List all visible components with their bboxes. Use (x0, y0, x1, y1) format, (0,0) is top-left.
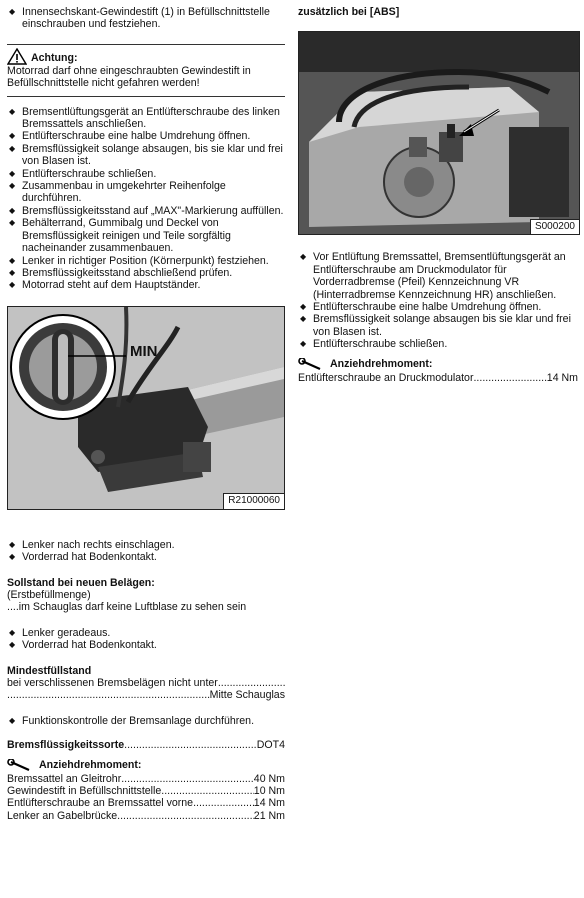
min-label: MIN (130, 342, 158, 360)
list-item: ◆ Bremsentlüftungsgerät an Entlüfterschraube des linken Bremssattels anschließen. (9, 105, 280, 131)
torque-section (7, 759, 285, 823)
bullet-diamond-icon: ◆ (9, 280, 16, 290)
list-item: ◆ Vorderrad hat Bodenkontakt. (9, 639, 157, 652)
bullet-diamond-icon: ◆ (300, 252, 307, 262)
right-torque-section (298, 358, 578, 384)
warning-triangle-icon (7, 48, 27, 65)
torque-heading: Anziehdrehmoment: (298, 358, 578, 372)
torque-row: Entlüfterschraube an Bremssattel vorne ..... 14 Nm (7, 797, 285, 809)
min-fill-title: Mindestfüllstand (7, 664, 92, 677)
right-column (298, 0, 578, 384)
bullet-diamond-icon: ◆ (9, 640, 16, 650)
bullet-diamond-icon: ◆ (9, 143, 16, 153)
abs-modulator-illustration (299, 32, 579, 234)
bullet-diamond-icon: ◆ (9, 627, 16, 637)
bullet-diamond-icon: ◆ (9, 218, 16, 228)
torque-rows (7, 773, 285, 823)
new-pads-section (7, 577, 285, 614)
list-item: ◆ Entlüfterschraube schließen. (300, 338, 448, 351)
list-item: ◆ Bremsflüssigkeitsstand abschließend prüfen. (9, 266, 233, 279)
bullet-diamond-icon: ◆ (9, 168, 16, 178)
min-fill-section (7, 665, 285, 702)
list-item: ◆ Lenker geradeaus. (9, 626, 111, 639)
bullet-diamond-icon: ◆ (9, 181, 16, 191)
torque-row: Gewindestift in Befüllschnittstelle ..... 10 Nm (7, 785, 285, 797)
new-pads-subtitle: (Erstbefüllmenge) (7, 588, 91, 601)
abs-title: zusätzlich bei [ABS] (298, 6, 400, 18)
new-pads-text: ....im Schauglas darf keine Luftblase zu sehen sein (7, 601, 247, 614)
list-item: ◆ Vorderrad hat Bodenkontakt. (9, 551, 157, 564)
steps3-list (7, 715, 285, 727)
bullet-diamond-icon: ◆ (9, 715, 16, 725)
list-item: ◆ Bremsflüssigkeit solange absaugen bis sie klar und frei von Blasen ist. (300, 313, 571, 338)
list-item: ◆ Zusammenbau in umgekehrter Reihenfolge durchführen. (9, 180, 226, 205)
warning-bottom-rule (7, 96, 285, 97)
brake-reservoir-illustration (8, 307, 284, 509)
list-item: ◆ Entlüfterschraube schließen. (9, 167, 157, 180)
left-column (7, 0, 285, 822)
list-item: ◆ Vor Entlüftung Bremssattel, Bremsentlüftungsgerät an Entlüfterschraube am Druckmodulator für Vorderradbremse (Pfeil) Kennzeichnung VR (Hinterradbremse Kennzeichnung HR) anschließen. (300, 251, 566, 301)
list-item: ◆ Behälterrand, Gummibalg und Deckel von Bremsflüssigkeit reinigen und Teile sorgfältig nacheinander zusammenbauen. (9, 217, 231, 255)
list-item: ◆ Funktionskontrolle der Bremsanlage durchführen. (9, 714, 255, 727)
list-item: ◆ Bremsflüssigkeit solange absaugen, bis sie klar und frei von Blasen ist. (9, 142, 283, 168)
figure-code: R21000060 (223, 493, 284, 508)
intro-list (7, 6, 285, 31)
warning-box (7, 48, 285, 90)
new-pads-title: Sollstand bei neuen Belägen: (7, 576, 155, 589)
after-figure-list (7, 539, 285, 564)
steps-list (7, 106, 285, 292)
min-fill-row: bei verschlissenen Bremsbelägen nicht unter ..... (7, 677, 285, 689)
warning-top-rule (7, 44, 285, 45)
warning-text: Motorrad darf ohne eingeschraubten Gewindestift in Befüllschnittstelle nicht gefahren werden! (7, 64, 251, 90)
steps2-list (7, 627, 285, 652)
torque-rows (298, 372, 578, 384)
bullet-diamond-icon: ◆ (9, 131, 16, 141)
right-steps-list (298, 251, 578, 350)
figure-handlebar-reservoir (7, 306, 285, 510)
list-item: ◆ Lenker in richtiger Position (Körnerpunkt) festziehen. (9, 254, 269, 267)
torque-row: Bremssattel an Gleitrohr ..... 40 Nm (7, 773, 285, 785)
torque-row: Entlüfterschraube an Druckmodulator ..... 14 Nm (298, 372, 578, 384)
bullet-diamond-icon: ◆ (9, 106, 16, 116)
torque-heading: Anziehdrehmoment: (7, 759, 285, 773)
torque-row: Lenker an Gabelbrücke ..... 21 Nm (7, 810, 285, 822)
list-item: ◆ Innensechskant-Gewindestift (1) in Befüllschnittstelle einschrauben und festziehen. (9, 6, 270, 31)
bullet-diamond-icon: ◆ (300, 314, 307, 324)
list-item: ◆ Lenker nach rechts einschlagen. (9, 538, 175, 551)
bullet-diamond-icon: ◆ (9, 255, 16, 265)
warning-heading: Achtung: (7, 48, 285, 65)
bullet-diamond-icon: ◆ (9, 552, 16, 562)
min-fill-value-row: ..... Mitte Schauglas (7, 689, 285, 701)
list-item: ◆ Entlüfterschraube eine halbe Umdrehung öffnen. (300, 301, 542, 314)
list-item: ◆ Entlüfterschraube eine halbe Umdrehung öffnen. (9, 130, 251, 143)
fluid-row: Bremsflüssigkeitssorte ..... DOT4 (7, 739, 285, 751)
bullet-diamond-icon: ◆ (9, 205, 16, 215)
bullet-diamond-icon: ◆ (300, 339, 307, 349)
wrench-icon (298, 358, 324, 372)
wrench-icon (7, 759, 33, 773)
bullet-diamond-icon: ◆ (9, 539, 16, 549)
list-item: ◆ Motorrad steht auf dem Hauptständer. (9, 279, 201, 292)
figure-abs-modulator (298, 31, 580, 235)
bullet-diamond-icon: ◆ (300, 302, 307, 312)
list-item: ◆ Bremsflüssigkeitsstand auf „MAX"-Markierung auffüllen. (9, 204, 284, 217)
bullet-diamond-icon: ◆ (9, 267, 16, 277)
figure-code: S000200 (530, 219, 579, 234)
